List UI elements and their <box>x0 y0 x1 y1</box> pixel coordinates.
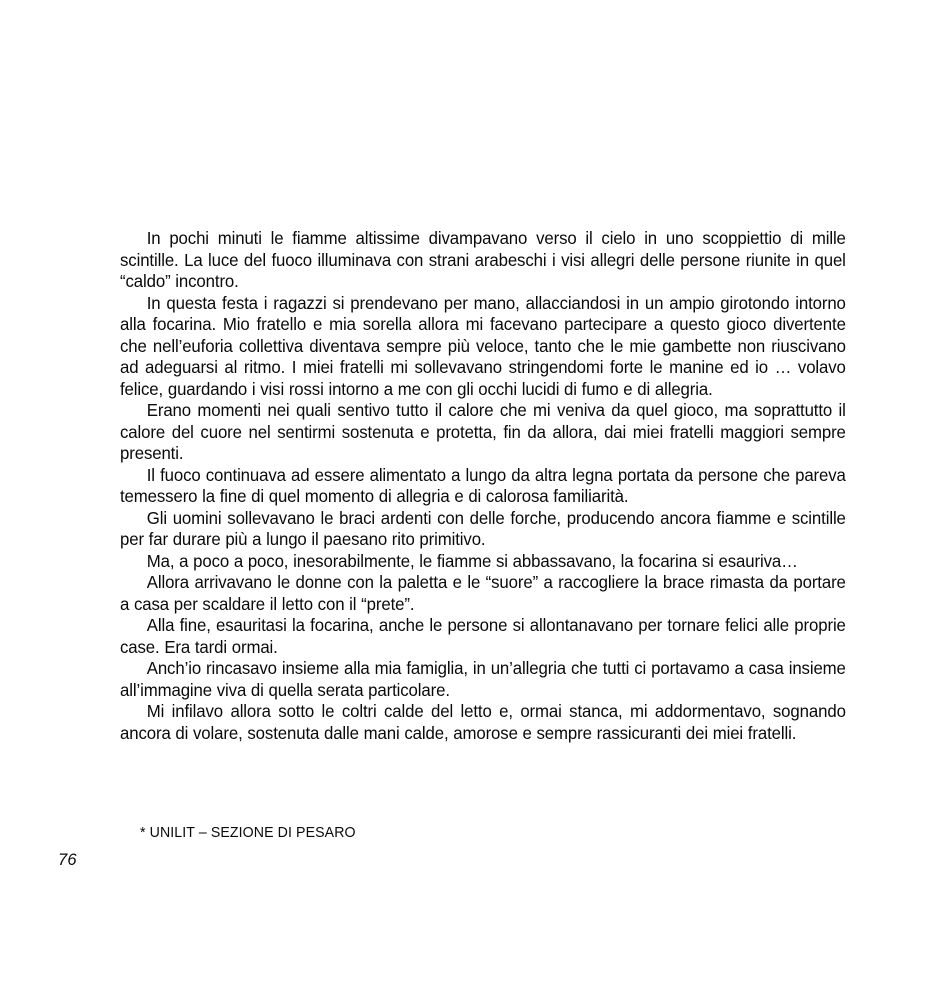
body-paragraph: In pochi minuti le fiamme altissime divampavano verso il cielo in uno scoppiettio di mille scintille. La luce del fuoco illuminava con strani arabeschi i visi allegri delle persone riunite in quel “caldo” incontro. <box>120 228 846 291</box>
body-paragraph: Allora arrivavano le donne con la paletta e le “suore” a raccogliere la brace rimasta da portare a casa per scaldare il letto con il “prete”. <box>120 572 846 614</box>
body-paragraph: In questa festa i ragazzi si prendevano per mano, allacciandosi in un ampio girotondo intorno alla focarina. Mio fratello e mia sorella allora mi facevano partecipare a questo gioco divertente che nell’euforia collettiva diventava sempre più veloce, tanto che le mie gambette non riuscivano ad adeguarsi al ritmo. I miei fratelli mi sollevavano stringendomi forte le manine ed io … volavo felice, guardando i visi rossi intorno a me con gli occhi lucidi di fumo e di allegria. <box>120 292 846 399</box>
body-paragraph: Il fuoco continuava ad essere alimentato a lungo da altra legna portata da persone che pareva temessero la fine di quel momento di allegria e di calorosa familiarità. <box>120 464 846 506</box>
body-paragraph: Gli uomini sollevavano le braci ardenti con delle forche, producendo ancora fiamme e scintille per far durare più a lungo il paesano rito primitivo. <box>120 507 846 549</box>
body-paragraph: Alla fine, esauritasi la focarina, anche le persone si allontanavano per tornare felici alle proprie case. Era tardi ormai. <box>120 615 846 657</box>
body-paragraph: Mi infilavo allora sotto le coltri calde del letto e, ormai stanca, mi addormentavo, sognando ancora di volare, sostenuta dalle mani calde, amorose e sempre rassicuranti dei miei fratelli. <box>120 701 846 743</box>
footnote: * UNILIT – SEZIONE DI PESARO <box>140 825 356 841</box>
body-paragraph: Erano momenti nei quali sentivo tutto il calore che mi veniva da quel gioco, ma soprattutto il calore del cuore nel sentirmi sostenuta e protetta, fin da allora, dai miei fratelli maggiori sempre presenti. <box>120 400 846 463</box>
body-text-block <box>120 228 846 744</box>
body-paragraph: Anch’io rincasavo insieme alla mia famiglia, in un’allegria che tutti ci portavamo a casa insieme all’immagine viva di quella serata particolare. <box>120 658 846 700</box>
page-number: 76 <box>58 851 77 869</box>
body-paragraph: Ma, a poco a poco, inesorabilmente, le fiamme si abbassavano, la focarina si esauriva… <box>146 550 798 571</box>
